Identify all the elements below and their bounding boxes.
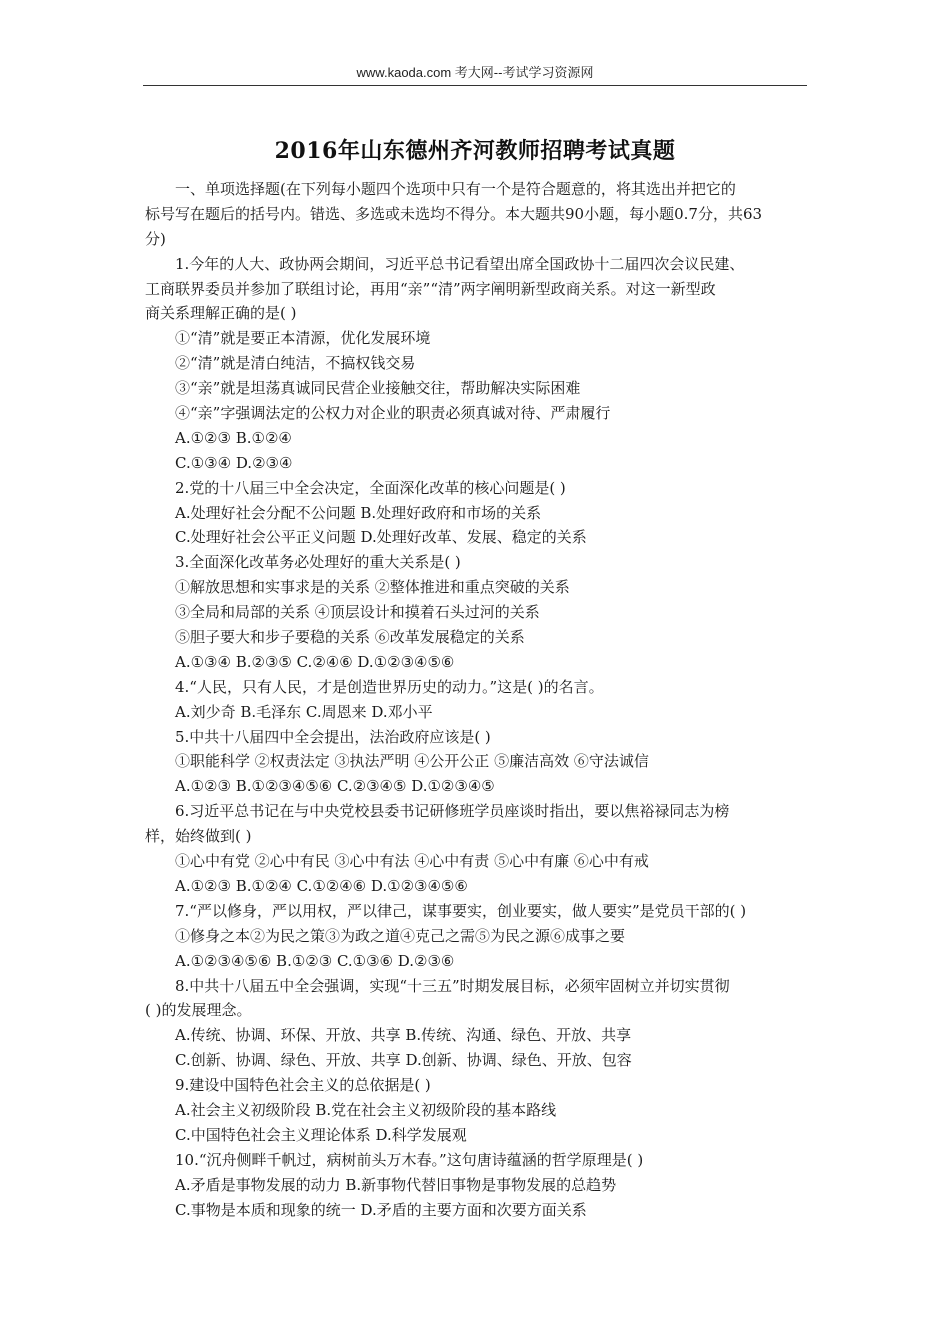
text-line: A.①③④ B.②③⑤ C.②④⑥ D.①②③④⑤⑥: [175, 652, 455, 671]
text-line: 9.建设中国特色社会主义的总依据是( ): [175, 1076, 431, 1095]
text-line: ③“亲”就是坦荡真诚同民营企业接触交往，帮助解决实际困难: [175, 379, 581, 398]
text-line: ③全局和局部的关系 ④顶层设计和摸着石头过河的关系: [175, 603, 540, 622]
text-line: A.刘少奇 B.毛泽东 C.周恩来 D.邓小平: [175, 702, 433, 721]
text-line: C.创新、协调、绿色、开放、共享 D.创新、协调、绿色、开放、包容: [175, 1051, 632, 1070]
text-line: A.①②③ B.①②④ C.①②④⑥ D.①②③④⑤⑥: [175, 876, 468, 895]
text-line: A.①②③④⑤⑥ B.①②③ C.①③⑥ D.②③⑥: [175, 951, 455, 970]
text-line: ( )的发展理念。: [145, 1001, 252, 1020]
text-line: 5.中共十八届四中全会提出，法治政府应该是( ): [175, 727, 491, 746]
text-line: ⑤胆子要大和步子要稳的关系 ⑥改革发展稳定的关系: [175, 628, 525, 647]
text-line: A.传统、协调、环保、开放、共享 B.传统、沟通、绿色、开放、共享: [175, 1026, 632, 1045]
page-header: www.kaoda.com 考大网--考试学习资源网: [356, 65, 594, 80]
text-line: ①解放思想和实事求是的关系 ②整体推进和重点突破的关系: [175, 578, 570, 597]
text-line: 分): [145, 229, 166, 248]
text-line: A.①②③ B.①②③④⑤⑥ C.②③④⑤ D.①②③④⑤: [175, 777, 495, 796]
text-line: C.①③④ D.②③④: [175, 453, 293, 472]
text-line: 8.中共十八届五中全会强调，实现“十三五”时期发展目标，必须牢固树立并切实贯彻: [175, 976, 730, 995]
text-line: ①心中有党 ②心中有民 ③心中有法 ④心中有责 ⑤心中有廉 ⑥心中有戒: [175, 852, 649, 871]
document-body: [145, 177, 809, 1222]
text-line: A.①②③ B.①②④: [175, 428, 292, 447]
text-line: 商关系理解正确的是( ): [145, 304, 297, 323]
text-line: 工商联界委员并参加了联组讨论，再用“亲”“清”两字阐明新型政商关系。对这一新型政: [145, 279, 716, 298]
header-divider: [143, 85, 807, 86]
text-line: 10.“沉舟侧畔千帆过，病树前头万木春。”这句唐诗蕴涵的哲学原理是( ): [175, 1150, 644, 1169]
text-line: 7.“严以修身，严以用权，严以律己，谋事要实，创业要实，做人要实”是党员干部的( ): [175, 901, 747, 920]
text-line: ②“清”就是清白纯洁，不搞权钱交易: [175, 354, 416, 373]
text-line: A.处理好社会分配不公问题 B.处理好政府和市场的关系: [175, 503, 542, 522]
text-line: C.中国特色社会主义理论体系 D.科学发展观: [175, 1125, 467, 1144]
text-line: C.处理好社会公平正义问题 D.处理好改革、发展、稳定的关系: [175, 528, 587, 547]
text-line: 4.“人民，只有人民，才是创造世界历史的动力。”这是( )的名言。: [175, 677, 604, 696]
text-line: ①职能科学 ②权责法定 ③执法严明 ④公开公正 ⑤廉洁高效 ⑥守法诚信: [175, 752, 649, 771]
text-line: ④“亲”字强调法定的公权力对企业的职责必须真诚对待、严肃履行: [175, 404, 611, 423]
text-line: ①“清”就是要正本清源，优化发展环境: [175, 329, 431, 348]
text-line: 6.习近平总书记在与中央党校县委书记研修班学员座谈时指出，要以焦裕禄同志为榜: [175, 802, 730, 821]
text-line: 标号写在题后的括号内。错选、多选或未选均不得分。本大题共90小题，每小题0.7分，共63: [145, 204, 763, 223]
text-line: A.社会主义初级阶段 B.党在社会主义初级阶段的基本路线: [175, 1100, 557, 1119]
text-line: C.事物是本质和现象的统一 D.矛盾的主要方面和次要方面关系: [175, 1200, 587, 1219]
text-line: 3.全面深化改革务必处理好的重大关系是( ): [175, 553, 461, 572]
text-line: 样，始终做到( ): [145, 827, 252, 846]
text-line: ①修身之本②为民之策③为政之道④克己之需⑤为民之源⑥成事之要: [175, 926, 626, 945]
text-line: 2.党的十八届三中全会决定，全面深化改革的核心问题是( ): [175, 478, 566, 497]
text-line: 1.今年的人大、政协两会期间，习近平总书记看望出席全国政协十二届四次会议民建、: [175, 254, 745, 273]
text-line: 一、单项选择题(在下列每小题四个选项中只有一个是符合题意的，将其选出并把它的: [175, 180, 736, 198]
document-title: 2016年山东德州齐河教师招聘考试真题: [274, 138, 676, 164]
text-line: A.矛盾是事物发展的动力 B.新事物代替旧事物是事物发展的总趋势: [175, 1175, 617, 1194]
